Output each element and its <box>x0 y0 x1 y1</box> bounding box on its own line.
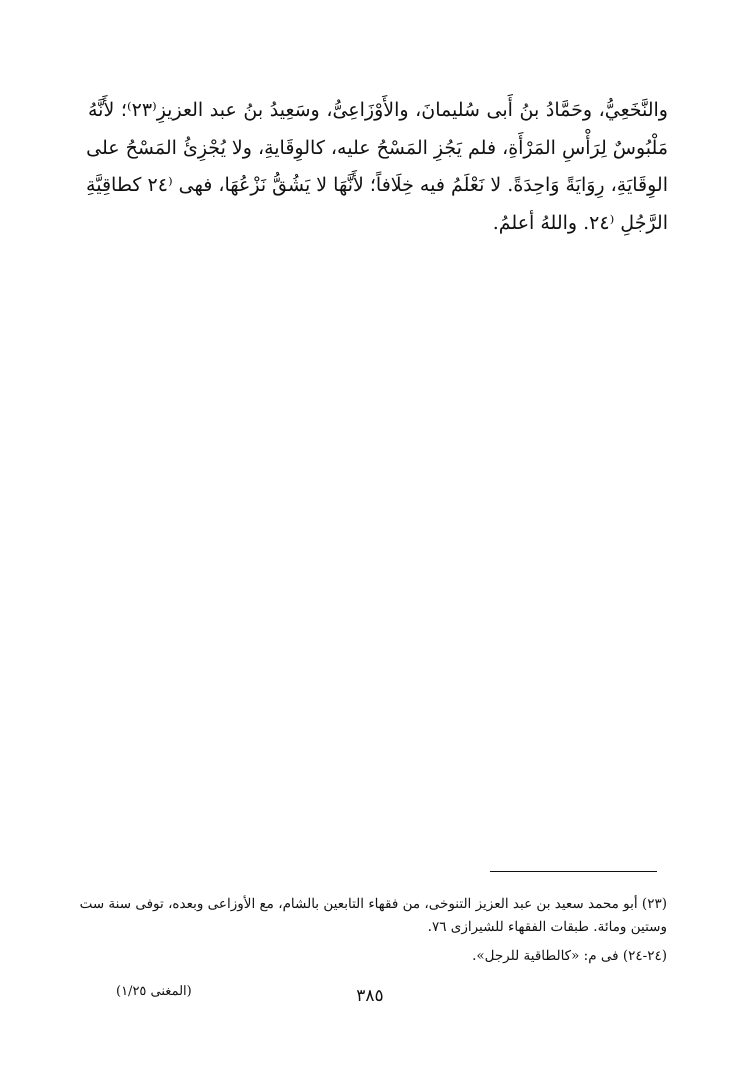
page-number: ٣٨٥ <box>356 986 384 1006</box>
source-reference: (المغنى ١/٢٥) <box>116 984 192 999</box>
footnotes-block <box>79 893 667 968</box>
main-text-line: والنَّخَعِيُّ، وحَمَّادُ بنُ أَبى سُليمانَ، والأَوْزَاعِىُّ، وسَعِيدُ بنُ عبد العزيزِ⁽٢٣⁾؛ لأَنَّهُ <box>88 99 668 121</box>
footnote-23-line-2: وستين ومائة. طبقات الفقهاء للشيرازى ٧٦. <box>427 919 667 935</box>
footnote-separator <box>490 871 657 872</box>
footnote-24: (٢٤-٢٤) فى م: «كالطاقية للرجل». <box>472 948 667 964</box>
main-text-block <box>88 92 668 242</box>
main-text-line: الرَّجُلِ ⁽٢٤. واللهُ أعلمُ. <box>492 211 668 234</box>
main-text-line: مَلْبُوسٌ لِرَأْسِ المَرْأَةِ، فلم يَجُزِ المَسْحُ عليه، كالوِقَايةِ، ولا يُجْزِئُ المَسْحُ على <box>86 136 668 159</box>
footnote-23-line-1: (٢٣) أبو محمد سعيد بن عبد العزيز التنوخى، من فقهاء التابعين بالشام، مع الأوزاعى وبعده، توفى سنة ست <box>79 896 667 912</box>
main-text-line: الوِقَايَةِ، رِوَايَةً وَاحِدَةً. لا نَعْلَمُ فيه خِلَافاً؛ لأَنَّهَا لا يَشُقُّ نَزْعُهَا، فهى ⁽٢٤ كطاقِيَّةِ <box>86 174 668 196</box>
